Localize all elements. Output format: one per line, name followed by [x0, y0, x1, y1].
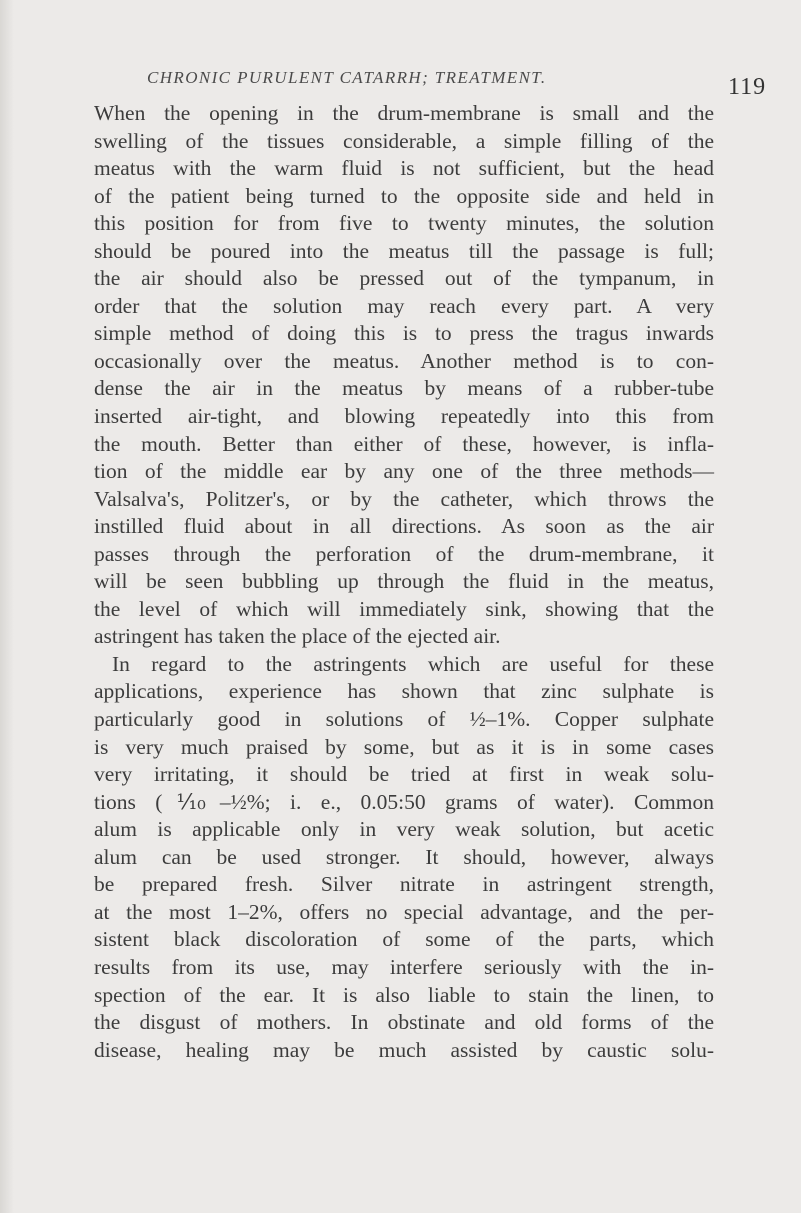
text-line: passes through the perforation of the drum-membrane, it: [94, 541, 714, 566]
text-line: the level of which will immediately sink, showing that the: [94, 596, 714, 621]
text-line: Valsalva's, Politzer's, or by the catheter, which throws the: [94, 486, 714, 511]
body-text: [94, 100, 714, 1064]
text-line: In regard to the astringents which are useful for these: [112, 651, 714, 676]
text-line: will be seen bubbling up through the fluid in the meatus,: [94, 569, 714, 594]
page-gutter-shadow: [0, 0, 14, 1213]
text-line: the disgust of mothers. In obstinate and old forms of the: [94, 1010, 714, 1035]
text-line: occasionally over the meatus. Another method is to con-: [94, 348, 714, 373]
text-line: spection of the ear. It is also liable to stain the linen, to: [94, 982, 714, 1007]
text-line: at the most 1–2%, offers no special advantage, and the per-: [94, 899, 714, 924]
text-line: meatus with the warm fluid is not sufficient, but the head: [94, 156, 714, 181]
text-line: swelling of the tissues considerable, a simple filling of the: [94, 128, 714, 153]
text-line: very irritating, it should be tried at first in weak solu-: [94, 762, 714, 787]
text-line: the mouth. Better than either of these, however, is infla-: [94, 431, 714, 456]
text-line: alum can be used stronger. It should, however, always: [94, 844, 714, 869]
text-line: astringent has taken the place of the ejected air.: [94, 624, 501, 649]
running-head: CHRONIC PURULENT CATARRH; TREATMENT.: [147, 68, 547, 87]
text-line: disease, healing may be much assisted by caustic solu-: [94, 1037, 714, 1062]
text-line: instilled fluid about in all directions. As soon as the air: [94, 514, 714, 539]
text-line: dense the air in the meatus by means of a rubber-tube: [94, 376, 714, 401]
text-line: inserted air-tight, and blowing repeatedly into this from: [94, 404, 714, 429]
text-line: the air should also be pressed out of the tympanum, in: [94, 266, 714, 291]
text-line: alum is applicable only in very weak solution, but acetic: [94, 817, 714, 842]
text-line: simple method of doing this is to press the tragus inwards: [94, 321, 714, 346]
text-line: is very much praised by some, but as it is in some cases: [94, 734, 714, 759]
text-line: tions (⅒–½%; i. e., 0.05:50 grams of water). Common: [94, 789, 714, 814]
text-line: should be poured into the meatus till the passage is full;: [94, 238, 714, 263]
text-line: results from its use, may interfere seriously with the in-: [94, 954, 714, 979]
text-line: of the patient being turned to the opposite side and held in: [94, 183, 714, 208]
text-line: When the opening in the drum-membrane is small and the: [94, 101, 714, 125]
text-line: particularly good in solutions of ½–1%. Copper sulphate: [94, 707, 714, 732]
text-line: this position for from five to twenty minutes, the solution: [94, 211, 714, 236]
text-line: order that the solution may reach every part. A very: [94, 293, 714, 318]
text-line: applications, experience has shown that zinc sulphate is: [94, 679, 714, 704]
page-number: 119: [728, 74, 767, 100]
text-line: be prepared fresh. Silver nitrate in astringent strength,: [94, 872, 714, 897]
text-line: sistent black discoloration of some of the parts, which: [94, 927, 714, 952]
text-line: tion of the middle ear by any one of the three methods—: [94, 459, 714, 484]
